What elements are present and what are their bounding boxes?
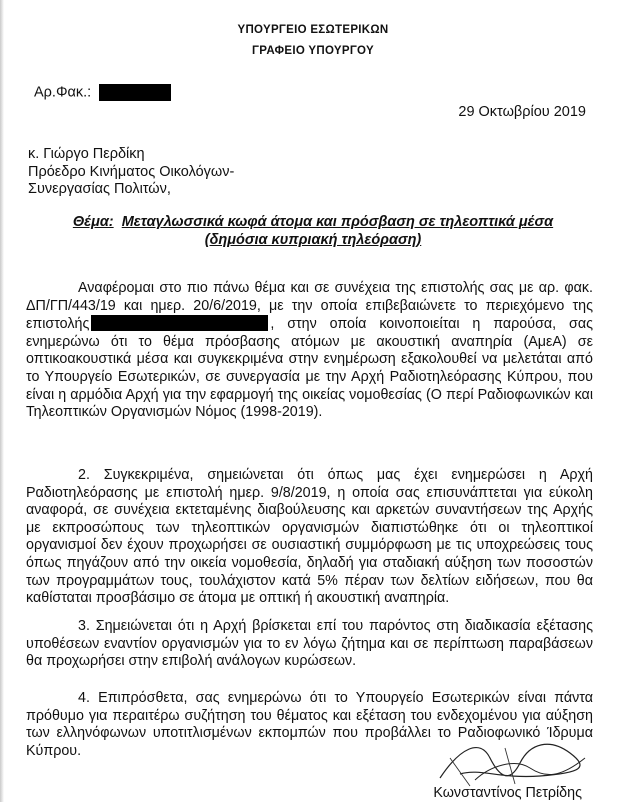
- addressee-title: Πρόεδρο Κινήματος Οικολόγων-: [28, 163, 235, 180]
- office-name: ΓΡΑΦΕΙΟ ΥΠΟΥΡΓΟΥ: [252, 45, 374, 57]
- letter-date: 29 Οκτωβρίου 2019: [458, 104, 586, 120]
- scan-edge-shadow: [0, 0, 4, 802]
- addressee-block: [28, 146, 234, 199]
- ministry-name: ΥΠΟΥΡΓΕΙΟ ΕΣΩΤΕΡΙΚΩΝ: [237, 24, 389, 36]
- subject-line-1: Μεταγλωσσικά κωφά άτομα και πρόσβαση σε τηλεοπτικά μέσα: [121, 214, 554, 230]
- handwritten-signature: [420, 728, 590, 790]
- redaction-block: [99, 84, 171, 101]
- file-reference: [34, 84, 171, 101]
- addressee-name: κ. Γιώργο Περδίκη: [28, 146, 145, 162]
- inline-redaction-block: [91, 315, 268, 331]
- paragraph-1-part-b: , στην οποία κοινοποιείται η παρούσα, σας ενημερώνω ότι το θέμα πρόσβασης ατόμων με ακουστική αναπηρία (ΑμεΑ) σε οπτικοακουστικά μέσα και συγκεκριμένα στην ενημέρωση εξακολουθεί να μελετάται από το Υπουργείο Εσωτερικών, σε συνεργασία με την Αρχή Ραδιοτηλεόρασης Κύπρου, που είναι η αρμόδια Αρχή για την εφαρμογή της οικείας νομοθεσίας (Ο περί Ραδιοφωνικών και Τηλεοπτικών Οργανισμών Νόμος (1998-2019).: [26, 316, 593, 421]
- paragraph-2: 2. Συγκεκριμένα, σημειώνεται ότι όπως μας έχει ενημερώσει η Αρχή Ραδιοτηλεόρασης με επιστολή ημερ. 9/8/2019, η οποία σας επισυνάπτεται για εύκολη αναφορά, σε συνέχεια εκτεταμένης διαβούλευσης και αρκετών συναντήσεων της Αρχής με εκπροσώπους των τηλεοπτικών οργανισμών διαπιστώθηκε ότι οι τηλεοπτικοί οργανισμοί δεν έχουν προχωρήσει σε ουσιαστική συμμόρφωση με τις υποχρεώσεις τους όπως πηγάζουν από την οικεία νομοθεσία, δηλαδή για σταδιακή αύξηση των ποσοστών των προγραμμάτων τους, τουλάχιστον κατά 5% πέραν των δελτίων ειδήσεων, που θα καθίσταται προσβάσιμο σε άτομα με οπτική ή ακουστική αναπηρία.: [26, 467, 593, 607]
- paragraph-4: 4. Επιπρόσθετα, σας ενημερώνω ότι το Υπουργείο Εσωτερικών είναι πάντα πρόθυμο για περαιτέρω συζήτηση του θέματος και εξέταση του ενδεχομένου για αύξηση των ελληνόφωνων υποτιτλισμένων εκπομπών που προβάλλει το Ραδιοφωνικό Ίδρυμα Κύπρου.: [26, 690, 593, 759]
- addressee-organization: Συνεργασίας Πολιτών,: [28, 181, 171, 197]
- signer-name: Κωνσταντίνος Πετρίδης: [433, 785, 582, 801]
- paragraph-3: 3. Σημειώνεται ότι η Αρχή βρίσκεται επί του παρόντος στη διαδικασία εξέτασης υποθέσεων εναντίον οργανισμών για το εν λόγω ζήτημα και σε περίπτωση παραβάσεων θα προχωρήσει στην επιβολή ανάλογων κυρώσεων.: [26, 618, 593, 670]
- subject-line-2: (δημόσια κυπριακή τηλεόραση): [204, 232, 422, 248]
- paragraph-1-part-a: Αναφέρομαι στο πιο πάνω θέμα και σε συνέχεια της επιστολής σας με αρ. φακ. ΔΠ/ΓΠ/443/19 και ημερ. 20/6/2019, με την οποία επιβεβαιώνετε το περιεχόμενο της επιστολής: [26, 280, 593, 333]
- letterhead: [0, 20, 626, 62]
- file-reference-label: Αρ.Φακ.:: [34, 84, 92, 101]
- subject-block: [0, 213, 626, 249]
- subject-label: Θέμα:: [72, 214, 114, 230]
- paragraph-1: [26, 280, 593, 422]
